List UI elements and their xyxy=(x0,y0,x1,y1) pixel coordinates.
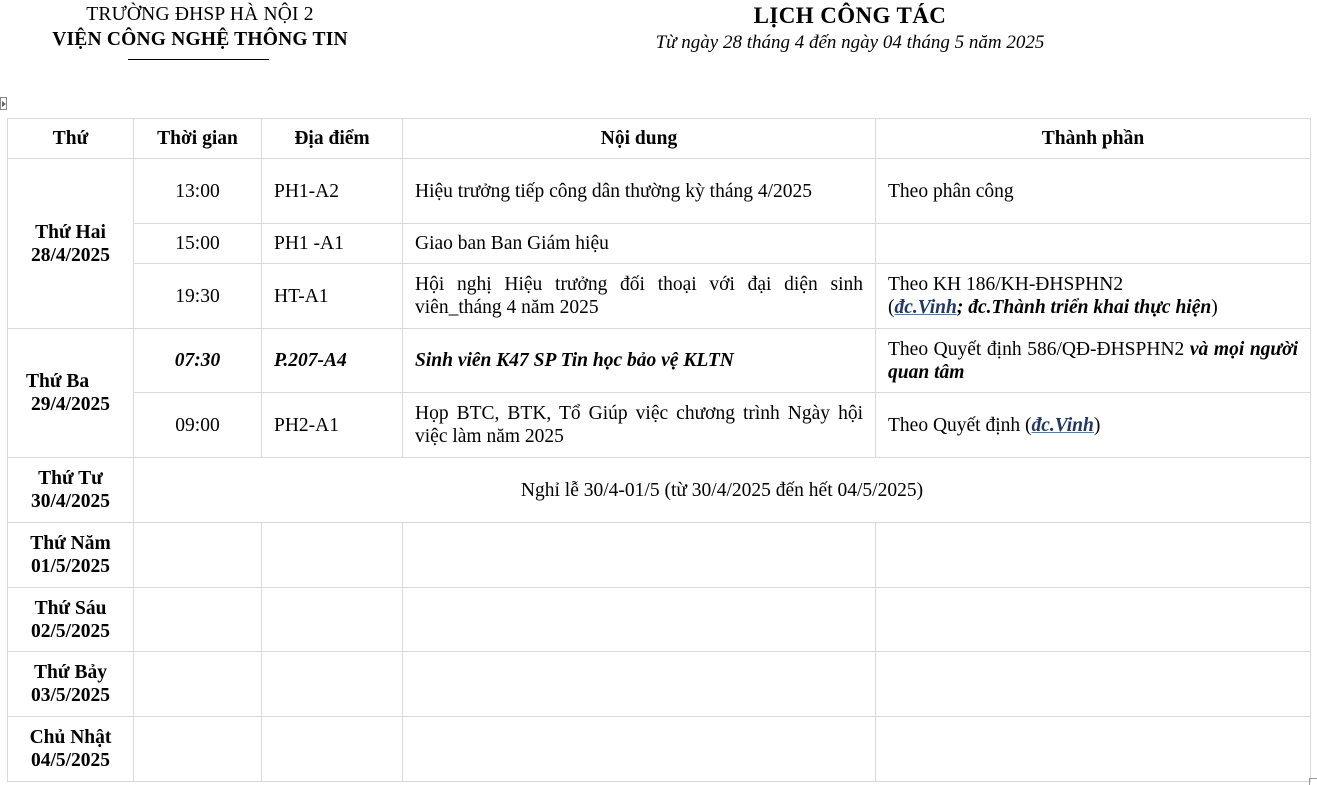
schedule-table xyxy=(7,118,1311,782)
empty-cell xyxy=(262,652,403,717)
day-cell-tuesday: Thứ Ba 29/4/2025 xyxy=(8,329,134,458)
holiday-note: Nghỉ lễ 30/4-01/5 (từ 30/4/2025 đến hết 04/5/2025) xyxy=(134,458,1311,523)
empty-cell xyxy=(403,588,876,652)
table-row xyxy=(8,717,1311,782)
content-cell: Hiệu trưởng tiếp công dân thường kỳ tháng 4/2025 xyxy=(403,159,876,224)
person-link[interactable]: đc.Vinh xyxy=(894,297,957,318)
time-cell: 07:30 xyxy=(134,329,262,393)
empty-cell xyxy=(876,717,1311,782)
school-name: TRƯỜNG ĐHSP HÀ NỘI 2 xyxy=(86,4,314,25)
time-cell: 15:00 xyxy=(134,224,262,264)
participants-cell xyxy=(876,224,1311,264)
empty-cell xyxy=(876,523,1311,588)
col-participants: Thành phần xyxy=(876,119,1311,159)
empty-cell xyxy=(876,588,1311,652)
content-cell: Hội nghị Hiệu trưởng đối thoại với đại diện sinh viên_tháng 4 năm 2025 xyxy=(403,264,876,329)
table-row xyxy=(8,458,1311,523)
header-underline xyxy=(128,59,269,60)
time-cell: 19:30 xyxy=(134,264,262,329)
table-move-handle-icon[interactable] xyxy=(0,97,7,110)
col-time: Thời gian xyxy=(134,119,262,159)
empty-cell xyxy=(134,523,262,588)
day-cell-saturday: Thứ Bảy 03/5/2025 xyxy=(8,652,134,717)
place-cell: PH1 -A1 xyxy=(262,224,403,264)
time-cell: 09:00 xyxy=(134,393,262,458)
col-place: Địa điểm xyxy=(262,119,403,159)
content-cell: Giao ban Ban Giám hiệu xyxy=(403,224,876,264)
empty-cell xyxy=(134,652,262,717)
empty-cell xyxy=(262,588,403,652)
table-row xyxy=(8,329,1311,393)
empty-cell xyxy=(134,588,262,652)
content-cell: Họp BTC, BTK, Tổ Giúp việc chương trình Ngày hội việc làm năm 2025 xyxy=(403,393,876,458)
participants-cell: Theo phân công xyxy=(876,159,1311,224)
table-row xyxy=(8,588,1311,652)
empty-cell xyxy=(262,523,403,588)
day-cell-monday: Thứ Hai 28/4/2025 xyxy=(8,159,134,329)
doc-title: LỊCH CÔNG TÁC xyxy=(753,3,947,28)
header-left xyxy=(0,2,400,52)
participants-cell: Theo Quyết định (đc.Vinh) xyxy=(876,393,1311,458)
table-header-row xyxy=(8,119,1311,159)
table-row xyxy=(8,652,1311,717)
place-cell: PH1-A2 xyxy=(262,159,403,224)
content-cell: Sinh viên K47 SP Tin học bảo vệ KLTN xyxy=(403,329,876,393)
day-cell-friday: Thứ Sáu 02/5/2025 xyxy=(8,588,134,652)
table-end-mark xyxy=(1309,778,1317,785)
empty-cell xyxy=(876,652,1311,717)
header-right xyxy=(580,2,1120,56)
empty-cell xyxy=(403,717,876,782)
institute-name: VIỆN CÔNG NGHỆ THÔNG TIN xyxy=(52,29,348,50)
empty-cell xyxy=(403,652,876,717)
place-cell: PH2-A1 xyxy=(262,393,403,458)
table-row xyxy=(8,264,1311,329)
participants-cell: Theo KH 186/KH-ĐHSPHN2 (đc.Vinh; đc.Thành triển khai thực hiện) xyxy=(876,264,1311,329)
day-cell-thursday: Thứ Năm 01/5/2025 xyxy=(8,523,134,588)
empty-cell xyxy=(262,717,403,782)
empty-cell xyxy=(403,523,876,588)
table-row xyxy=(8,523,1311,588)
empty-cell xyxy=(134,717,262,782)
col-day: Thứ xyxy=(8,119,134,159)
time-cell: 13:00 xyxy=(134,159,262,224)
table-row xyxy=(8,224,1311,264)
doc-subtitle: Từ ngày 28 tháng 4 đến ngày 04 tháng 5 năm 2025 xyxy=(655,32,1045,53)
day-cell-sunday: Chủ Nhật 04/5/2025 xyxy=(8,717,134,782)
participants-cell: Theo Quyết định 586/QĐ-ĐHSPHN2 và mọi người quan tâm xyxy=(876,329,1311,393)
place-cell: HT-A1 xyxy=(262,264,403,329)
person-link[interactable]: đc.Vinh xyxy=(1031,414,1094,436)
table-row xyxy=(8,393,1311,458)
table-row xyxy=(8,159,1311,224)
col-content: Nội dung xyxy=(403,119,876,159)
place-cell: P.207-A4 xyxy=(262,329,403,393)
day-cell-wednesday: Thứ Tư 30/4/2025 xyxy=(8,458,134,523)
